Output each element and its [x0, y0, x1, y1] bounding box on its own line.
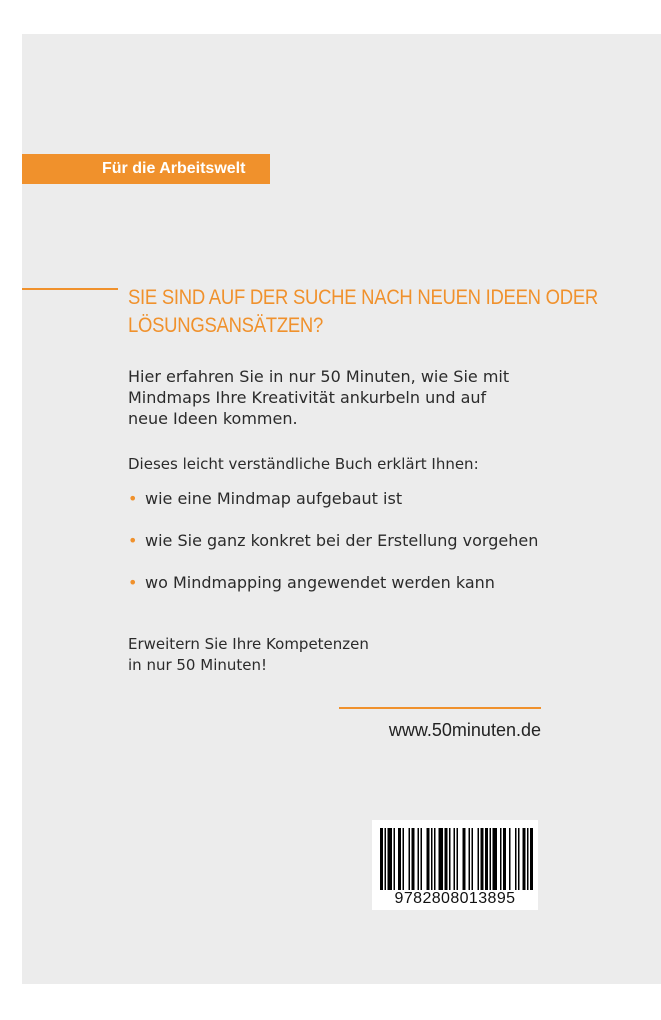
- barcode-bar: [490, 828, 492, 890]
- bullet-icon: •: [128, 489, 138, 508]
- intro-line-1: Hier erfahren Sie in nur 50 Minuten, wie Sie mit: [128, 367, 510, 386]
- barcode-bar: [518, 828, 520, 890]
- closing-line-2: in nur 50 Minuten!: [128, 656, 267, 674]
- isbn-number: 9782808013895: [394, 890, 516, 907]
- barcode-bar: [454, 828, 456, 890]
- list-item-text: wie Sie ganz konkret bei der Erstellung vorgehen: [145, 531, 539, 550]
- barcode-bar: [493, 828, 498, 890]
- barcode-bar: [530, 828, 533, 890]
- bullet-icon: •: [128, 531, 138, 550]
- barcode-bar: [481, 828, 484, 890]
- barcode: [372, 820, 538, 910]
- barcode-bar: [418, 828, 420, 890]
- barcode-bar: [398, 828, 401, 890]
- barcode-bar: [431, 828, 433, 890]
- barcode-bar: [500, 828, 502, 890]
- headline-line-2: LÖSUNGSANSÄTZEN?: [128, 314, 324, 337]
- list-item: [128, 572, 548, 593]
- bullet-icon: •: [128, 573, 138, 592]
- barcode-bar: [388, 828, 393, 890]
- list-item: [128, 530, 548, 551]
- barcode-bar: [515, 828, 517, 890]
- barcode-bar: [485, 828, 488, 890]
- list-item: [128, 488, 548, 509]
- barcode-bar: [394, 828, 396, 890]
- barcode-bar: [445, 828, 448, 890]
- list-intro: Dieses leicht verständliche Buch erklärt Ihnen:: [128, 455, 479, 473]
- list-item-text: wie eine Mindmap aufgebaut ist: [145, 489, 403, 508]
- benefit-list: [128, 488, 548, 614]
- headline-line-1: SIE SIND AUF DER SUCHE NACH NEUEN IDEEN ODER: [128, 286, 598, 309]
- barcode-bar: [472, 828, 474, 890]
- barcode-bar: [449, 828, 451, 890]
- barcode-bar: [527, 828, 529, 890]
- barcode-bar: [385, 828, 387, 890]
- intro-paragraph: [128, 366, 541, 429]
- barcode-bar: [380, 828, 383, 890]
- barcode-bar: [412, 828, 415, 890]
- barcode-bar: [509, 828, 511, 890]
- barcode-bar: [439, 828, 444, 890]
- headline-rule: [22, 288, 118, 290]
- intro-line-2: Mindmaps Ihre Kreativität ankurbeln und auf: [128, 388, 487, 407]
- website-rule: [339, 707, 541, 709]
- barcode-bar: [409, 828, 411, 890]
- barcode-bar: [457, 828, 459, 890]
- barcode-bars: [372, 820, 538, 892]
- intro-line-3: neue Ideen kommen.: [128, 409, 298, 428]
- website-link[interactable]: www.50minuten.de: [388, 720, 541, 740]
- barcode-bar: [523, 828, 526, 890]
- barcode-bar: [463, 828, 466, 890]
- barcode-bar: [469, 828, 471, 890]
- closing-paragraph: [128, 634, 541, 676]
- barcode-bar: [503, 828, 506, 890]
- barcode-bar: [434, 828, 436, 890]
- barcode-bar: [421, 828, 423, 890]
- category-tag: Für die Arbeitswelt: [22, 154, 270, 184]
- list-item-text: wo Mindmapping angewendet werden kann: [145, 573, 495, 592]
- barcode-bar: [403, 828, 405, 890]
- headline: [128, 284, 598, 340]
- barcode-bar: [478, 828, 480, 890]
- closing-line-1: Erweitern Sie Ihre Kompetenzen: [128, 635, 369, 653]
- barcode-bar: [427, 828, 430, 890]
